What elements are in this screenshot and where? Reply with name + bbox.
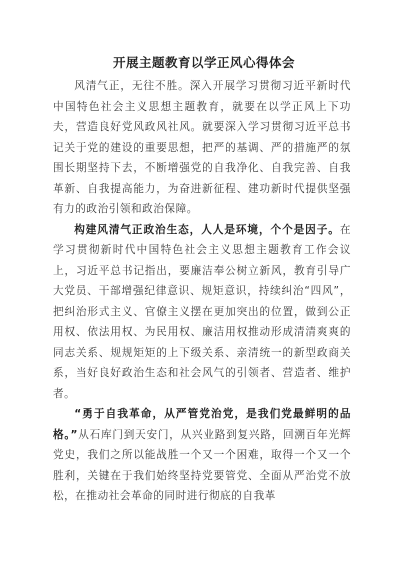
paragraph-1-text: 风清气正，无往不胜。深入开展学习贯彻习近平新时代中国特色社会主义思想主题教育，就要在以学正风上下功夫，营造良好党风政风社风。就要深入学习贯彻习近平总书记关于党的建设的重要思想，把严的基调、严的措施严的氛围长期坚持下去，不断增强党的自我净化、自我完善、自我革新、自我提高能力，为奋进新征程、建功新时代提供坚强有力的政治引领和政治保障。 [53, 80, 351, 215]
paragraph-3-text: 从石库门到天安门，从兴业路到复兴路，回溯百年光辉党史，我们之所以能战胜一个又一个困难，取得一个又一个胜利，关键在于我们始终坚持党要管党、全面从严治党不放松，在推动社会革命的同时进行彻底的自我革 [53, 428, 351, 502]
paragraph-3-lead: “勇于自我革命，从严管党治党，是我们党最鲜明的品格。” [53, 408, 351, 441]
paragraph-2-lead: 构建风清气正政治生态，人人是环境，个个是因子。 [74, 223, 340, 236]
paragraph-3 [53, 404, 351, 507]
document-title: 开展主题教育以学正风心得体会 [112, 55, 295, 70]
document-body [53, 76, 351, 507]
paragraph-1 [53, 76, 351, 220]
paragraph-2 [53, 220, 351, 405]
paragraph-2-text: 在学习贯彻新时代中国特色社会主义思想主题教育工作会议上，习近平总书记指出，要廉洁奉公树立新风，教育引导广大党员、干部增强纪律意识、规矩意识，持续纠治“四风”，把纠治形式主义、官僚主义摆在更加突出的位置，做到公正用权、依法用权、为民用权、廉洁用权推动形成清清爽爽的同志关系、规规矩矩的上下级关系、亲清统一的新型政商关系，当好良好政治生态和社会风气的引领者、营造者、维护者。 [53, 223, 351, 400]
